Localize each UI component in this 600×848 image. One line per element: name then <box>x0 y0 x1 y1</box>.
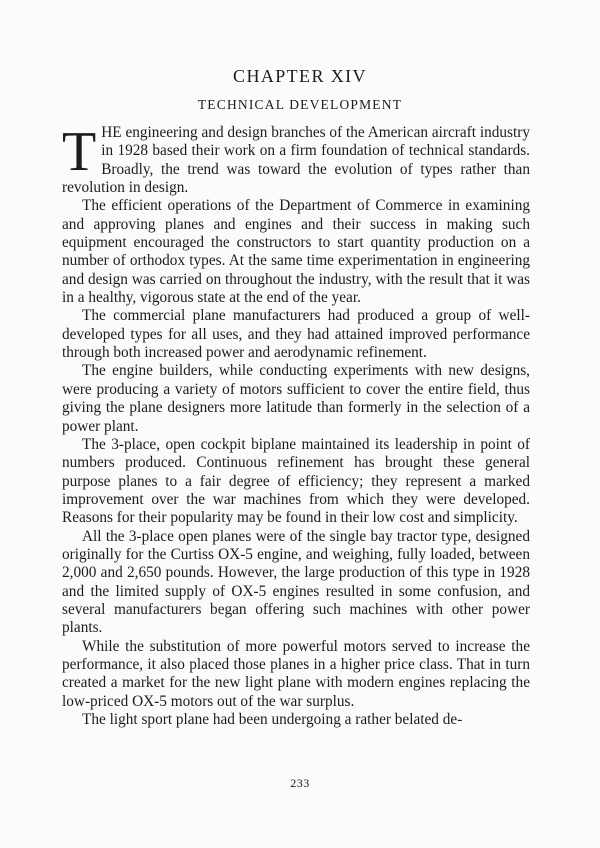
paragraph-5: The 3-place, open cockpit biplane maintained its leadership in point of numbers produced. Continuous refinement has brought these general purpose planes to a fair degree of efficiency; they represent a marked improvement over the war machines from which they were developed. Reasons for their popularity may be found in their low cost and simplicity. <box>62 435 530 527</box>
paragraph-8: The light sport plane had been undergoing a rather belated de- <box>82 711 463 728</box>
page-number: 233 <box>290 776 310 790</box>
paragraph-4: The engine builders, while conducting experiments with new designs, were producing a variety of motors sufficient to cover the entire field, thus giving the plane designers more latitude than formerly in the selection of a power plant. <box>62 362 530 435</box>
paragraph-7: While the substitution of more powerful motors served to increase the performance, it also placed those planes in a higher price class. That in turn created a market for the new light plane with modern engines replacing the low-priced OX-5 motors out of the war surplus. <box>62 637 530 710</box>
chapter-subtitle: TECHNICAL DEVELOPMENT <box>197 97 403 112</box>
paragraph-text: HE engineering and design branches of the American aircraft industry in 1928 based their work on a firm foundation of technical standards. Broadly, the trend was toward the evolution of types rather than revolution in design. <box>62 124 530 197</box>
paragraph-3: The commercial plane manufacturers had produced a group of well-developed types for all uses, and they had attained improved performance through both increased power and aerodynamic refinement. <box>62 307 530 362</box>
paragraph-2: The efficient operations of the Department of Commerce in examining and approving planes and engines and their success in making such equipment encouraged the constructors to start quantity production on a number of orthodox types. At the same time experimentation in engineering and design was carried on throughout the industry, with the result that it was in a healthy, vigorous state at the end of the year. <box>62 197 530 307</box>
chapter-title: CHAPTER XIV <box>233 66 367 86</box>
paragraph-6: All the 3-place open planes were of the single bay tractor type, designed originally for the Curtiss OX-5 engine, and weighing, fully loaded, between 2,000 and 2,650 pounds. However, the large production of this type in 1928 and the limited supply of OX-5 engines resulted in some confusion, and several manufacturers began offering such machines with other power plants. <box>62 527 530 637</box>
body-text <box>62 121 530 729</box>
paragraph-1 <box>62 121 530 197</box>
drop-cap: T <box>62 121 97 183</box>
